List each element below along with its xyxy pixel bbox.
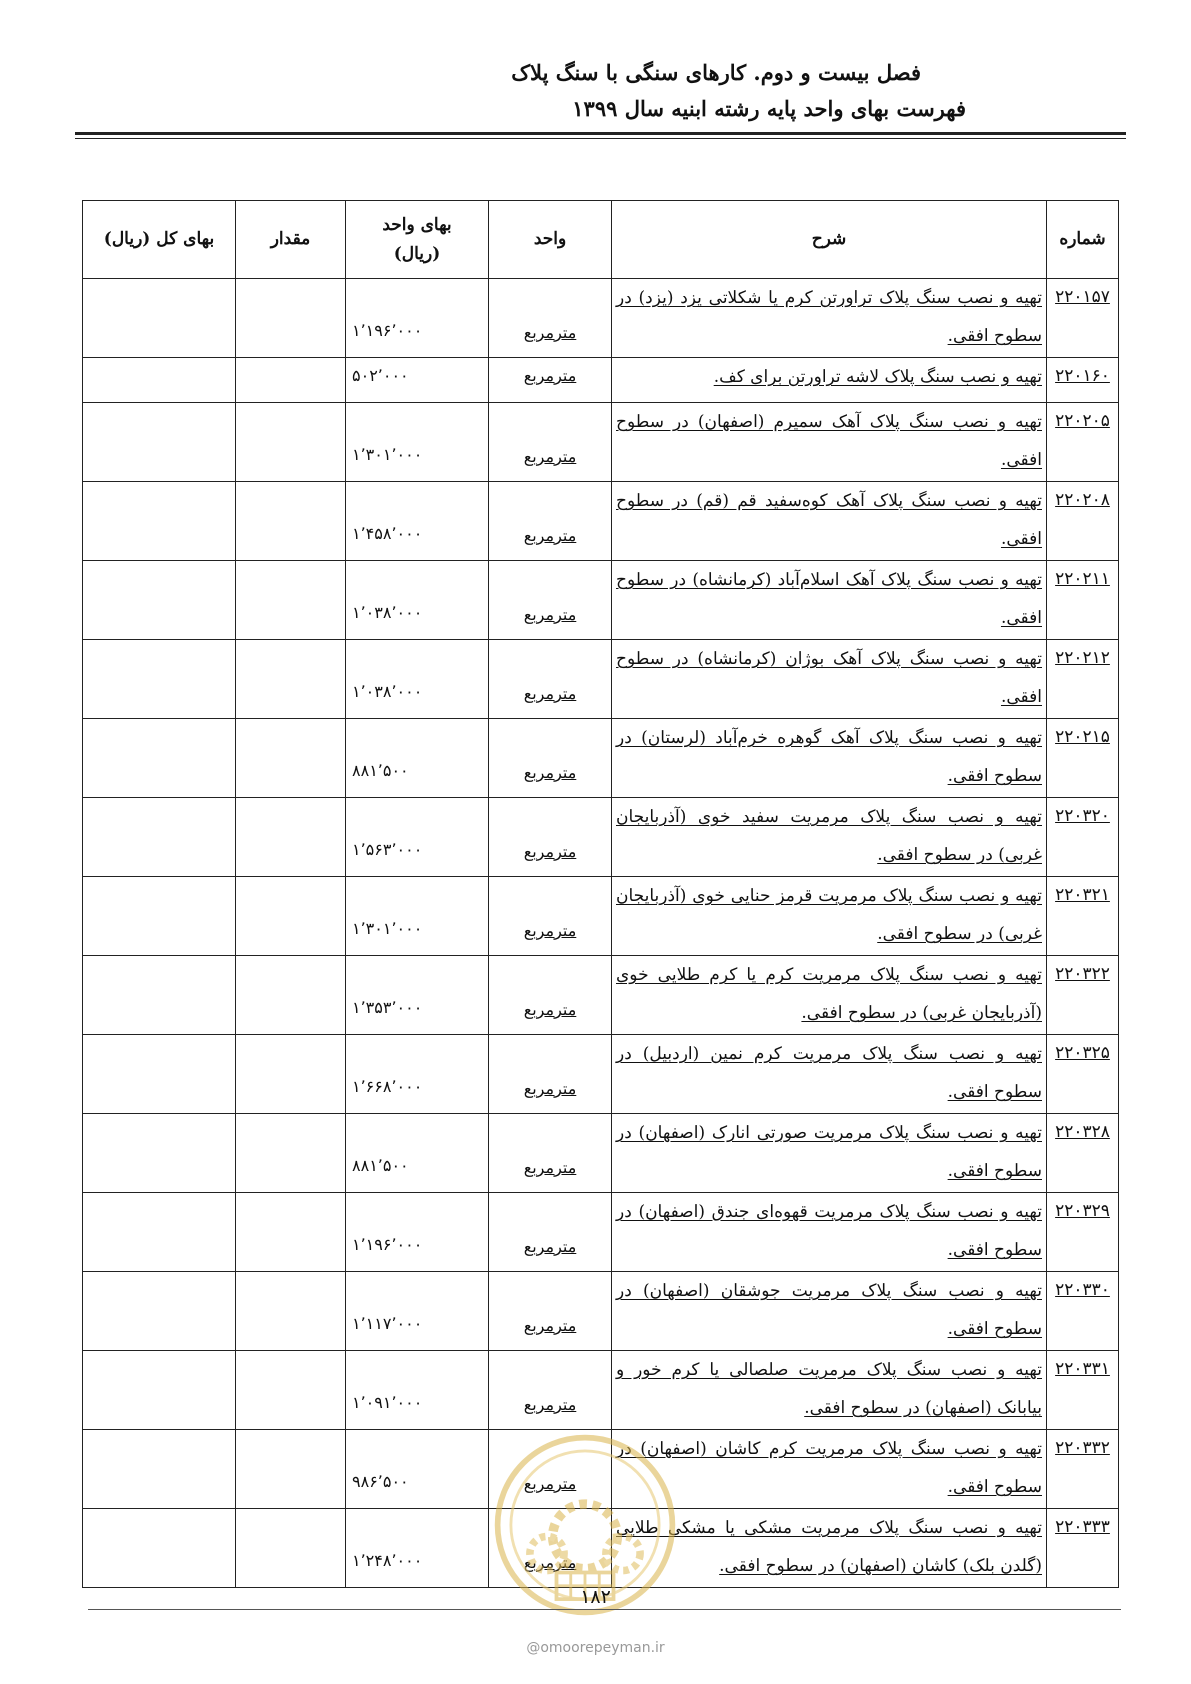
description-cell (612, 403, 1047, 482)
item-unit-price: ۱٬۳۵۳٬۰۰۰ (352, 998, 423, 1017)
table-row (83, 1114, 1119, 1193)
item-description: تهیه و نصب سنگ پلاک مرمریت مشکی یا مشکی طلایی (گلدن بلک) کاشان (اصفهان) در سطوح افقی. (616, 1518, 1042, 1576)
table-row (83, 358, 1119, 403)
table-row (83, 1272, 1119, 1351)
total-cell (83, 1193, 236, 1272)
item-unit: مترمربع (523, 1158, 577, 1177)
col-header-total: بهای کل (ریال) (83, 201, 236, 279)
unit-price-cell (346, 358, 489, 403)
table-row (83, 1193, 1119, 1272)
table-row (83, 561, 1119, 640)
item-unit-price: ۱٬۳۰۱٬۰۰۰ (352, 445, 423, 464)
page-number: ۱۸۲ (580, 1586, 611, 1608)
unit-price-cell (346, 1351, 489, 1430)
item-code: ۲۲۰۱۶۰ (1055, 366, 1110, 386)
item-unit-price: ۱٬۰۳۸٬۰۰۰ (352, 603, 423, 622)
item-description: تهیه و نصب سنگ پلاک لاشه تراورتن برای کف. (713, 367, 1042, 387)
quantity-cell (236, 279, 346, 358)
unit-cell (489, 1272, 612, 1351)
item-description: تهیه و نصب سنگ پلاک مرمریت قهوه‌ای جندق (اصفهان) در سطوح افقی. (616, 1202, 1042, 1260)
table-row (83, 482, 1119, 561)
unit-price-cell (346, 1114, 489, 1193)
item-description: تهیه و نصب سنگ پلاک مرمریت قرمز حنایی خوی (آذربایجان غربی) در سطوح افقی. (616, 886, 1042, 944)
col-header-unit-price-currency: (ریال) (393, 243, 441, 264)
item-unit: مترمربع (523, 1395, 577, 1414)
item-unit-price: ۱٬۰۹۱٬۰۰۰ (352, 1393, 423, 1412)
quantity-cell (236, 956, 346, 1035)
quantity-cell (236, 1430, 346, 1509)
quantity-cell (236, 798, 346, 877)
item-code: ۲۲۰۲۰۸ (1055, 490, 1110, 510)
total-cell (83, 403, 236, 482)
item-description: تهیه و نصب سنگ پلاک آهک گوهره خرم‌آباد (لرستان) در سطوح افقی. (616, 728, 1042, 786)
item-code: ۲۲۰۳۲۲ (1055, 964, 1110, 984)
code-cell (1047, 1114, 1119, 1193)
table-row (83, 279, 1119, 358)
description-cell (612, 482, 1047, 561)
item-unit: مترمربع (523, 323, 577, 342)
item-code: ۲۲۰۲۱۲ (1055, 648, 1110, 668)
item-code: ۲۲۰۲۱۵ (1055, 727, 1110, 747)
item-description: تهیه و نصب سنگ پلاک مرمریت کرم کاشان (اصفهان) در سطوح افقی. (616, 1439, 1042, 1497)
description-cell (612, 956, 1047, 1035)
total-cell (83, 1114, 236, 1193)
code-cell (1047, 956, 1119, 1035)
code-cell (1047, 279, 1119, 358)
total-cell (83, 877, 236, 956)
quantity-cell (236, 719, 346, 798)
item-unit-price: ۸۸۱٬۵۰۰ (352, 761, 409, 780)
item-code: ۲۲۰۳۳۲ (1055, 1438, 1110, 1458)
description-cell (612, 1193, 1047, 1272)
quantity-cell (236, 403, 346, 482)
total-cell (83, 719, 236, 798)
item-code: ۲۲۰۳۲۸ (1055, 1122, 1110, 1142)
item-description: تهیه و نصب سنگ پلاک مرمریت سفید خوی (آذربایجان غربی) در سطوح افقی. (616, 807, 1042, 865)
unit-cell (489, 482, 612, 561)
quantity-cell (236, 877, 346, 956)
unit-price-cell (346, 1035, 489, 1114)
code-cell (1047, 1351, 1119, 1430)
unit-cell (489, 1035, 612, 1114)
code-cell (1047, 482, 1119, 561)
quantity-cell (236, 1035, 346, 1114)
total-cell (83, 358, 236, 403)
item-description: تهیه و نصب سنگ پلاک آهک اسلام‌آباد (کرمانشاه) در سطوح افقی. (616, 570, 1042, 628)
item-unit-price: ۱٬۴۵۸٬۰۰۰ (352, 524, 423, 543)
unit-cell (489, 798, 612, 877)
chapter-title: فصل بیست و دوم. کارهای سنگی با سنگ پلاک (511, 60, 921, 85)
item-code: ۲۲۰۳۲۹ (1055, 1201, 1110, 1221)
unit-price-cell (346, 1272, 489, 1351)
col-header-code: شماره (1047, 201, 1119, 279)
item-code: ۲۲۰۲۱۱ (1055, 569, 1110, 589)
header-rule-thin (75, 138, 1126, 139)
total-cell (83, 640, 236, 719)
item-unit: مترمربع (523, 1237, 577, 1256)
table-row (83, 640, 1119, 719)
unit-price-cell (346, 956, 489, 1035)
item-code: ۲۲۰۳۳۰ (1055, 1280, 1110, 1300)
item-code: ۲۲۰۳۲۱ (1055, 885, 1110, 905)
col-header-quantity: مقدار (236, 201, 346, 279)
code-cell (1047, 1193, 1119, 1272)
description-cell (612, 279, 1047, 358)
unit-price-cell (346, 1430, 489, 1509)
table-row (83, 1035, 1119, 1114)
quantity-cell (236, 1114, 346, 1193)
total-cell (83, 798, 236, 877)
item-unit-price: ۱٬۱۹۶٬۰۰۰ (352, 321, 423, 340)
description-cell (612, 1351, 1047, 1430)
unit-cell (489, 956, 612, 1035)
quantity-cell (236, 1351, 346, 1430)
item-unit-price: ۱٬۳۰۱٬۰۰۰ (352, 919, 423, 938)
quantity-cell (236, 482, 346, 561)
item-description: تهیه و نصب سنگ پلاک مرمریت کرم نمین (اردبیل) در سطوح افقی. (616, 1044, 1042, 1102)
total-cell (83, 1035, 236, 1114)
item-unit: مترمربع (523, 763, 577, 782)
item-code: ۲۲۰۳۲۵ (1055, 1043, 1110, 1063)
description-cell (612, 640, 1047, 719)
code-cell (1047, 877, 1119, 956)
unit-price-cell (346, 719, 489, 798)
item-unit-price: ۱٬۰۳۸٬۰۰۰ (352, 682, 423, 701)
unit-price-cell (346, 877, 489, 956)
description-cell (612, 877, 1047, 956)
code-cell (1047, 1035, 1119, 1114)
col-header-unit: واحد (489, 201, 612, 279)
quantity-cell (236, 1509, 346, 1588)
quantity-cell (236, 1272, 346, 1351)
site-watermark: @omoorepeyman.ir (526, 1640, 665, 1656)
code-cell (1047, 798, 1119, 877)
code-cell (1047, 1509, 1119, 1588)
item-description: تهیه و نصب سنگ پلاک مرمریت صورتی انارک (اصفهان) در سطوح افقی. (616, 1123, 1042, 1181)
unit-cell (489, 403, 612, 482)
item-unit-price: ۱٬۱۹۶٬۰۰۰ (352, 1235, 423, 1254)
unit-cell (489, 1193, 612, 1272)
price-list-title: فهرست بهای واحد پایه رشته ابنیه سال ۱۳۹۹ (572, 96, 966, 121)
unit-cell (489, 279, 612, 358)
table-row (83, 798, 1119, 877)
item-unit-price: ۱٬۵۶۳٬۰۰۰ (352, 840, 423, 859)
description-cell (612, 1272, 1047, 1351)
price-table (82, 200, 1119, 1588)
item-unit: مترمربع (523, 1079, 577, 1098)
item-unit-price: ۸۸۱٬۵۰۰ (352, 1156, 409, 1175)
unit-cell (489, 1114, 612, 1193)
code-cell (1047, 1272, 1119, 1351)
item-code: ۲۲۰۳۲۰ (1055, 806, 1110, 826)
unit-price-cell (346, 403, 489, 482)
item-description: تهیه و نصب سنگ پلاک مرمریت صلصالی یا کرم خور و بیابانک (اصفهان) در سطوح افقی. (616, 1360, 1042, 1418)
item-code: ۲۲۰۱۵۷ (1055, 287, 1110, 307)
unit-price-cell (346, 640, 489, 719)
item-unit-price: ۹۸۶٬۵۰۰ (352, 1472, 409, 1491)
code-cell (1047, 358, 1119, 403)
description-cell (612, 719, 1047, 798)
unit-price-cell (346, 279, 489, 358)
code-cell (1047, 403, 1119, 482)
item-unit: مترمربع (523, 605, 577, 624)
item-unit-price: ۵۰۲٬۰۰۰ (352, 366, 409, 385)
item-code: ۲۲۰۳۳۱ (1055, 1359, 1110, 1379)
table-row (83, 1351, 1119, 1430)
description-cell (612, 1114, 1047, 1193)
quantity-cell (236, 1193, 346, 1272)
total-cell (83, 279, 236, 358)
table-row (83, 403, 1119, 482)
quantity-cell (236, 561, 346, 640)
item-description: تهیه و نصب سنگ پلاک آهک سمیرم (اصفهان) در سطوح افقی. (616, 412, 1042, 470)
total-cell (83, 561, 236, 640)
description-cell (612, 1035, 1047, 1114)
item-description: تهیه و نصب سنگ پلاک مرمریت کرم یا کرم طلایی خوی (آذربایجان غربی) در سطوح افقی. (616, 965, 1042, 1023)
total-cell (83, 482, 236, 561)
total-cell (83, 1430, 236, 1509)
item-code: ۲۲۰۲۰۵ (1055, 411, 1110, 431)
item-unit: مترمربع (523, 921, 577, 940)
total-cell (83, 1351, 236, 1430)
item-unit: مترمربع (523, 366, 577, 385)
item-unit: مترمربع (523, 1000, 577, 1019)
unit-cell (489, 358, 612, 403)
header-rule-thick (75, 132, 1126, 135)
description-cell (612, 561, 1047, 640)
item-unit: مترمربع (523, 1474, 577, 1493)
col-header-unit-price-label: بهای واحد (382, 214, 452, 235)
item-description: تهیه و نصب سنگ پلاک آهک کوه‌سفید قم (قم) در سطوح افقی. (616, 491, 1042, 549)
code-cell (1047, 640, 1119, 719)
item-unit: مترمربع (523, 684, 577, 703)
total-cell (83, 1272, 236, 1351)
description-cell (612, 358, 1047, 403)
item-description: تهیه و نصب سنگ پلاک آهک بوژان (کرمانشاه) در سطوح افقی. (616, 649, 1042, 707)
item-unit: مترمربع (523, 447, 577, 466)
table-row (83, 719, 1119, 798)
code-cell (1047, 561, 1119, 640)
code-cell (1047, 1430, 1119, 1509)
table-header-row (83, 201, 1119, 279)
table-row (83, 956, 1119, 1035)
item-unit-price: ۱٬۲۴۸٬۰۰۰ (352, 1551, 423, 1570)
unit-price-cell (346, 1509, 489, 1588)
item-description: تهیه و نصب سنگ پلاک تراورتن کرم یا شکلاتی یزد (یزد) در سطوح افقی. (616, 288, 1042, 346)
unit-price-cell (346, 482, 489, 561)
col-header-unit-price (346, 201, 489, 279)
item-unit: مترمربع (523, 1553, 577, 1572)
unit-cell (489, 1351, 612, 1430)
total-cell (83, 1509, 236, 1588)
unit-cell (489, 640, 612, 719)
item-unit: مترمربع (523, 842, 577, 861)
item-unit: مترمربع (523, 1316, 577, 1335)
unit-price-cell (346, 561, 489, 640)
unit-price-cell (346, 1193, 489, 1272)
table-row (83, 877, 1119, 956)
item-unit: مترمربع (523, 526, 577, 545)
description-cell (612, 798, 1047, 877)
item-unit-price: ۱٬۶۶۸٬۰۰۰ (352, 1077, 423, 1096)
total-cell (83, 956, 236, 1035)
col-header-description: شرح (612, 201, 1047, 279)
unit-cell (489, 561, 612, 640)
item-code: ۲۲۰۳۳۳ (1055, 1517, 1110, 1537)
unit-price-cell (346, 798, 489, 877)
item-unit-price: ۱٬۱۱۷٬۰۰۰ (352, 1314, 423, 1333)
unit-cell (489, 877, 612, 956)
footer-rule (88, 1609, 1121, 1610)
unit-cell (489, 719, 612, 798)
quantity-cell (236, 640, 346, 719)
quantity-cell (236, 358, 346, 403)
code-cell (1047, 719, 1119, 798)
item-description: تهیه و نصب سنگ پلاک مرمریت جوشقان (اصفهان) در سطوح افقی. (616, 1281, 1042, 1339)
